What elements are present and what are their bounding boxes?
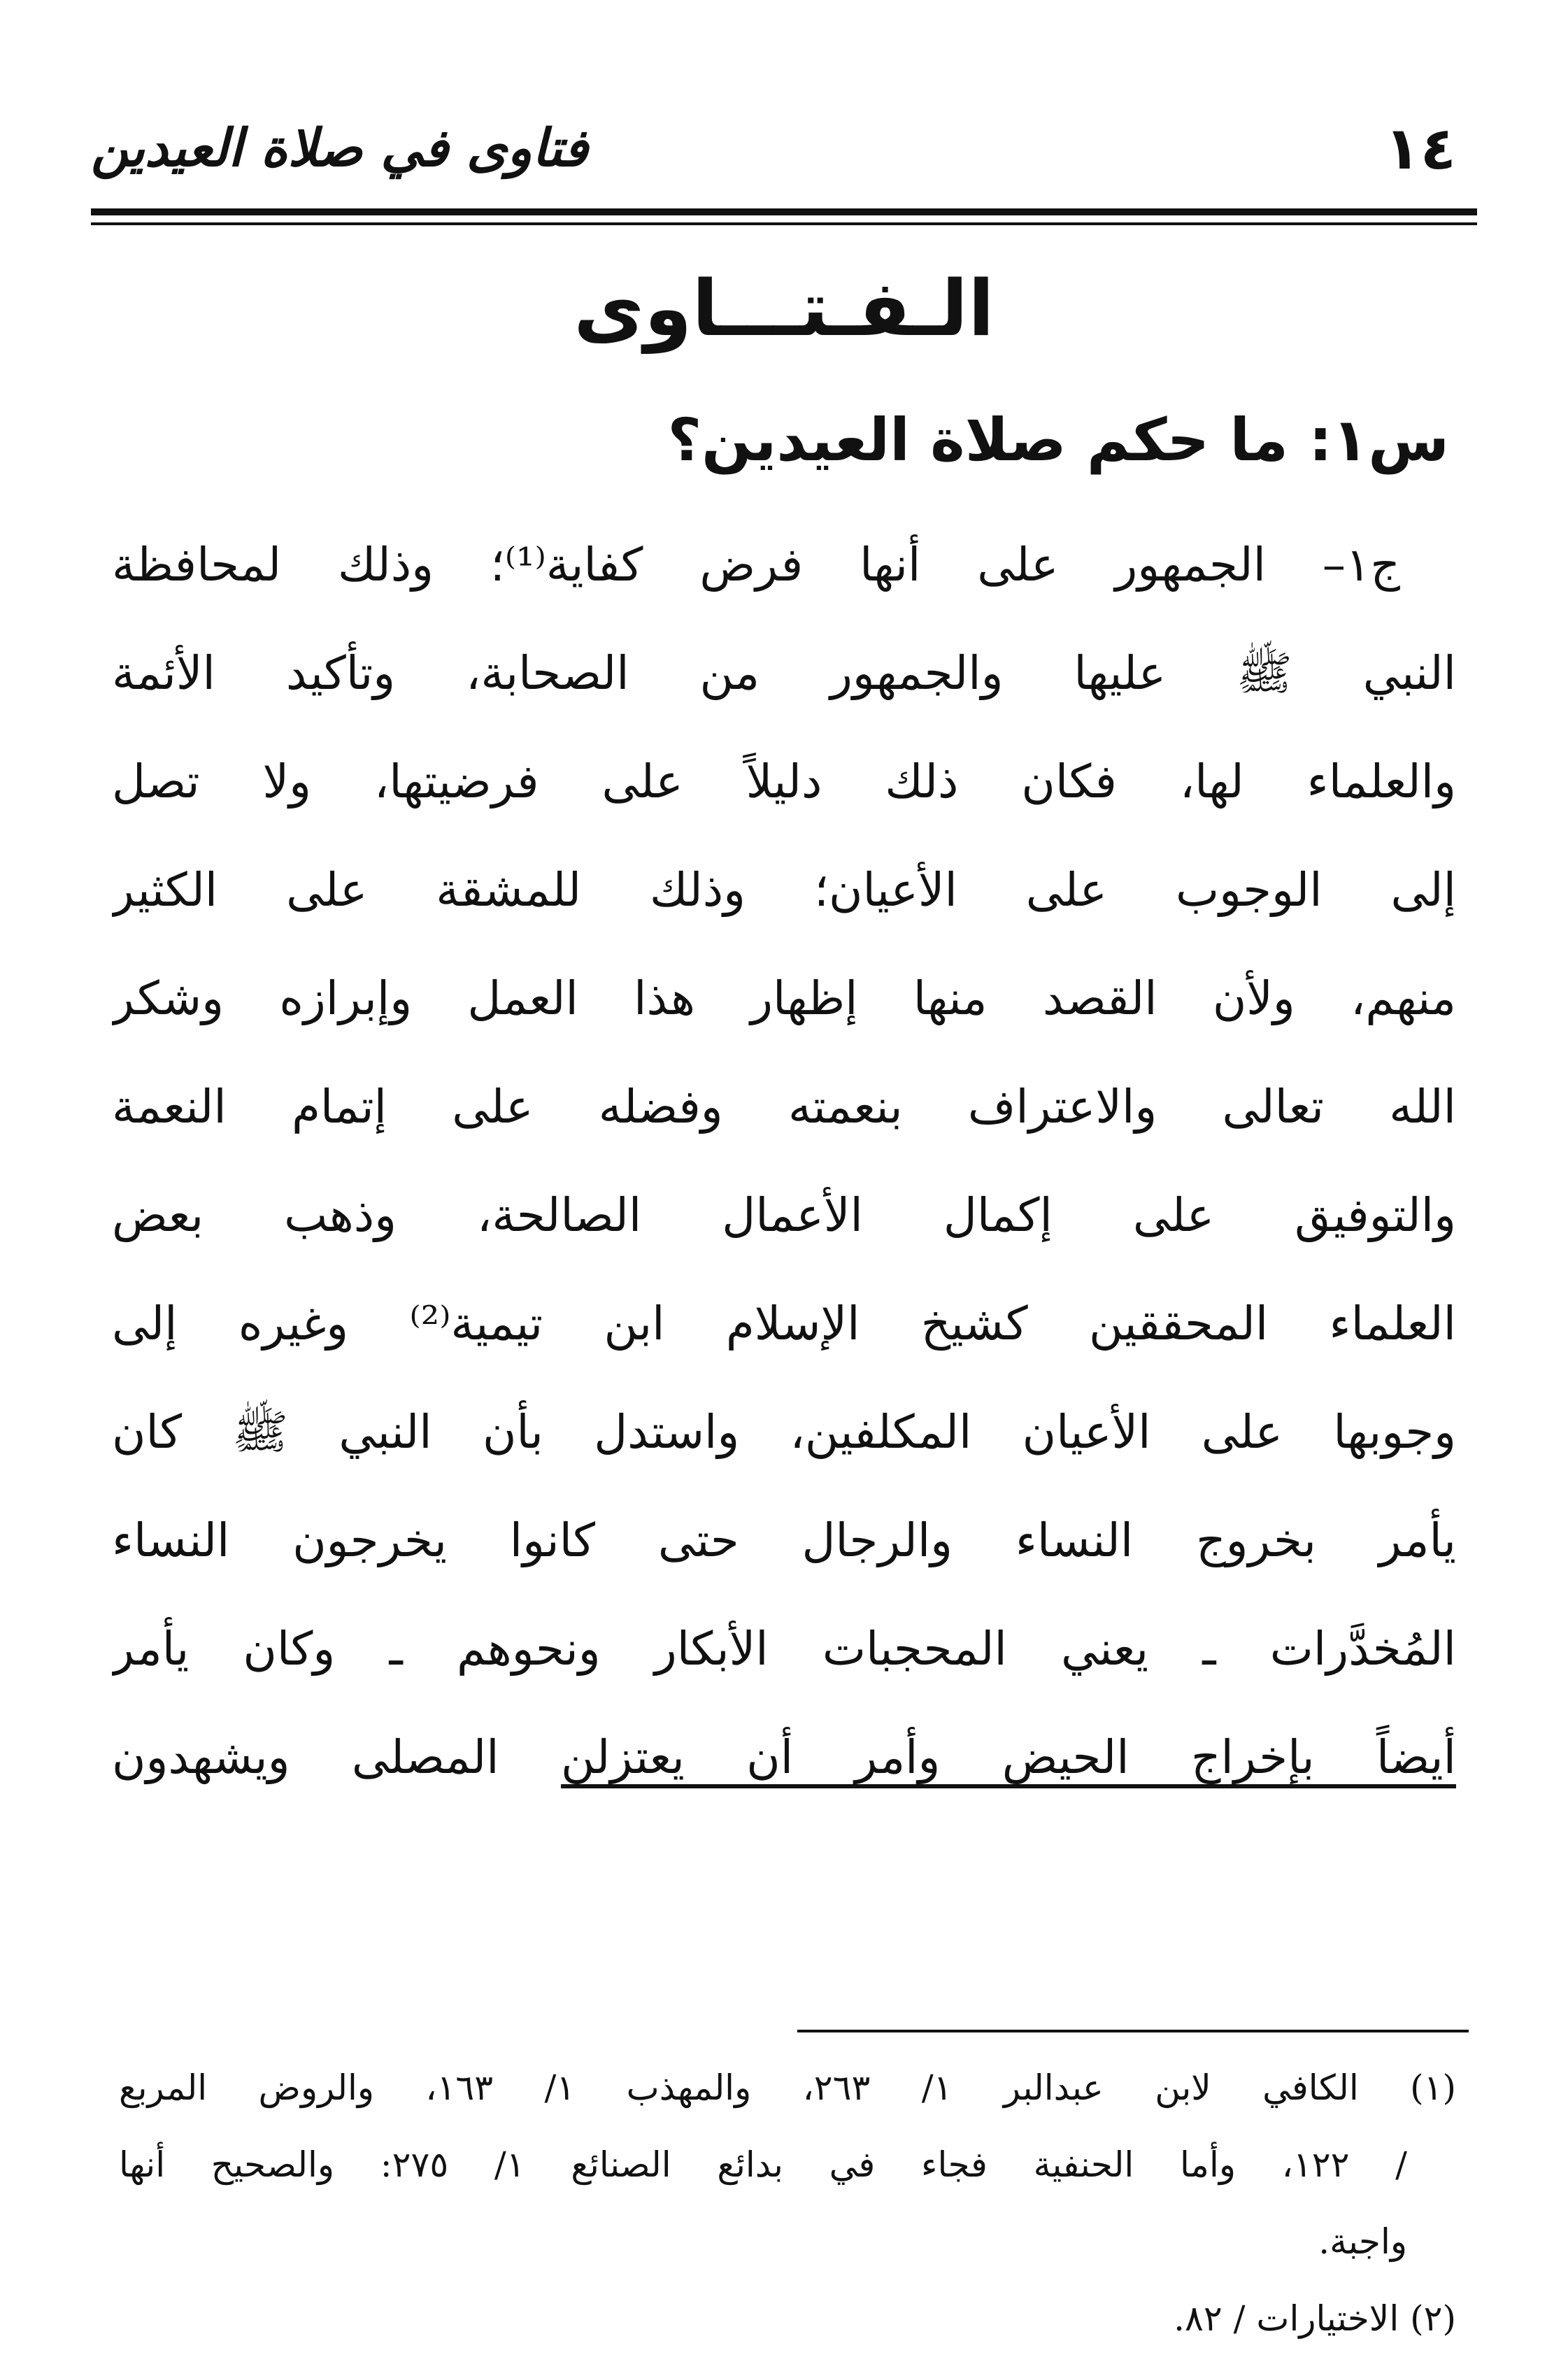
header-rule-thin xyxy=(91,222,1477,225)
body-line-last-rest: المصلى ويشهدون xyxy=(112,1730,561,1784)
body-line: ج١– الجمهور على أنها فرض كفاية⁽¹⁾؛ وذلك لمحافظة xyxy=(112,538,1400,592)
body-line: العلماء المحققين كشيخ الإسلام ابن تيمية⁽²⁾ وغيره إلى xyxy=(112,1297,1456,1351)
body-line: والعلماء لها، فكان ذلك دليلاً على فرضيتها، ولا تصل xyxy=(112,755,1456,809)
body-line-last xyxy=(112,1703,1456,1811)
answer-body xyxy=(112,511,1456,1811)
footnote-1-line-3: واجبة. xyxy=(1318,2221,1407,2262)
page-number: ١٤ xyxy=(1384,114,1456,183)
body-line: الله تعالى والاعتراف بنعمته وفضله على إتمام النعمة xyxy=(112,1080,1456,1134)
footnote-separator xyxy=(797,2030,1469,2032)
underlined-phrase: أيضاً بإخراج الحيض وأمر أن يعتزلن xyxy=(560,1730,1456,1784)
footnote-1-line-2: / ١٢٢، وأما الحنفية فجاء في بدائع الصنائع ١/ ٢٧٥: والصحيح أنها xyxy=(119,2144,1407,2185)
question-heading: س١: ما حكم صلاة العيدين؟ xyxy=(667,406,1449,474)
body-line: المُخدَّرات ـ يعني المحجبات الأبكار ونحوهم ـ وكان يأمر xyxy=(112,1622,1456,1676)
body-line: منهم، ولأن القصد منها إظهار هذا العمل وإبرازه وشكر xyxy=(112,971,1456,1025)
body-line: والتوفيق على إكمال الأعمال الصالحة، وذهب بعض xyxy=(112,1188,1456,1242)
body-line: يأمر بخروج النساء والرجال حتى كانوا يخرجون النساء xyxy=(112,1514,1456,1567)
footnotes xyxy=(119,2049,1456,2357)
body-line: النبي ﷺ عليها والجمهور من الصحابة، وتأكيد الأئمة xyxy=(112,646,1456,700)
footnote-1-line-1: (١) الكافي لابن عبدالبر ١/ ٢٦٣، والمهذب ١/ ١٦٣، والروض المربع xyxy=(119,2067,1456,2108)
running-title: فتاوى في صلاة العيدين xyxy=(91,118,588,178)
footnote-2: (٢) الاختيارات / ٨٢. xyxy=(1174,2298,1456,2339)
header-rule-thick xyxy=(91,208,1477,215)
section-title: الـفـتـــاوى xyxy=(573,264,995,353)
body-line: وجوبها على الأعيان المكلفين، واستدل بأن النبي ﷺ كان xyxy=(112,1405,1456,1459)
body-line: إلى الوجوب على الأعيان؛ وذلك للمشقة على الكثير xyxy=(112,863,1456,917)
